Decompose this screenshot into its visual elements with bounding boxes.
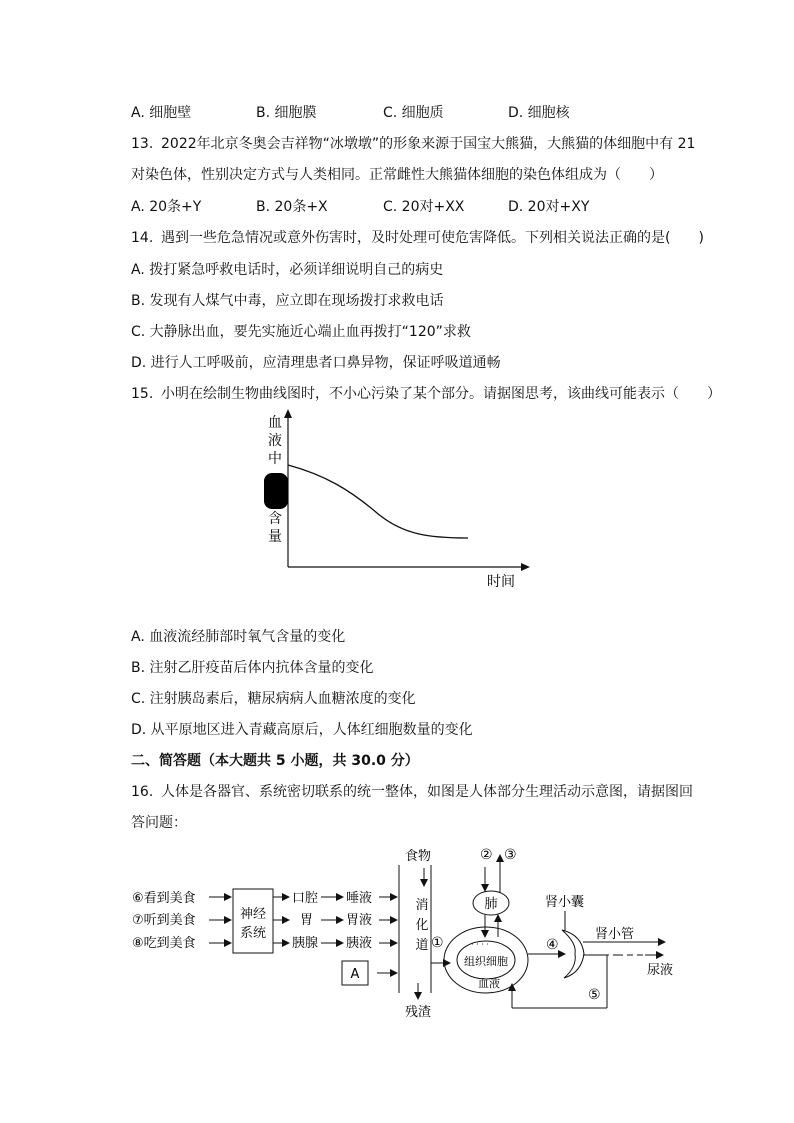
stimulus-see: ⑥看到美食 (132, 891, 196, 906)
label-circle-2: ② (480, 847, 493, 863)
section2-title: 二、简答题（本大题共 5 小题，共 30.0 分） (131, 753, 419, 769)
food-label: 食物 (404, 849, 432, 864)
q16-diagram (125, 843, 685, 1023)
q13-option-a: A. 20条+Y (131, 199, 202, 215)
q13-option-b: B. 20条+X (256, 199, 328, 215)
q12-option-b: B. 细胞膜 (256, 105, 317, 121)
q14-option-a: A. 拨打紧急呼救电话时，必须详细说明自己的病史 (131, 262, 444, 278)
organ-pancreas: 胰腺 (292, 936, 319, 951)
q15-option-d: D. 从平原地区进入青藏高原后，人体红细胞数量的变化 (131, 722, 473, 738)
ylabel-char-3: 中 (268, 451, 282, 467)
capsule-label: 肾小囊 (545, 895, 585, 910)
q16-stem-line1: 16. 人体是各器官、系统密切联系的统一整体，如图是人体部分生理活动示意图，请据图回 (131, 784, 693, 800)
q13-number: 13. (131, 136, 154, 152)
q14-number: 14. (131, 230, 154, 246)
nervous-system-label-2: 系统 (239, 926, 267, 941)
ylabel-char-1: 血 (268, 415, 282, 431)
blood-label: 血液 (478, 977, 500, 990)
q15-option-c: C. 注射胰岛素后，糖尿病病人血糖浓度的变化 (131, 691, 416, 707)
juice-pancreatic: 胰液 (346, 936, 373, 951)
lung-label: 肺 (484, 897, 498, 912)
capsule-shape (562, 930, 584, 978)
stimulus-hear: ⑦听到美食 (132, 913, 196, 928)
tissue-dots: · · · · (471, 940, 489, 949)
q13-option-d: D. 20对+XY (508, 199, 590, 215)
q15-option-b: B. 注射乙肝疫苗后体内抗体含量的变化 (131, 660, 374, 676)
stimulus-eat: ⑧吃到美食 (132, 936, 196, 951)
q14-option-b: B. 发现有人煤气中毒，应立即在现场拨打求救电话 (131, 293, 444, 309)
label-circle-5: ⑤ (588, 987, 601, 1003)
q16-stem-line2: 答问题： (131, 815, 187, 831)
q14-option-c: C. 大静脉出血，要先实施近心端止血再拨打“120”求救 (131, 324, 471, 340)
ylabel-char-5: 量 (268, 529, 282, 545)
q12-option-a: A. 细胞壁 (131, 105, 192, 121)
juice-gastric: 胃液 (346, 913, 373, 928)
label-circle-3: ③ (504, 847, 517, 863)
q13-option-c: C. 20对+XX (383, 199, 465, 215)
urine-label: 尿液 (647, 963, 674, 978)
y-axis-arrow (284, 409, 292, 418)
tract-label-3: 道 (415, 938, 429, 953)
ylabel-char-4: 含 (268, 511, 282, 527)
x-axis-arrow (521, 563, 530, 571)
q14-option-d: D. 进行人工呼吸前，应清理患者口鼻异物，保证呼吸道通畅 (131, 355, 501, 371)
organ-stomach: 胃 (300, 913, 314, 928)
q15-number: 15. (131, 386, 154, 402)
q15-stem: 15. 小明在绘制生物曲线图时，不小心污染了某个部分。请据图思考，该曲线可能表示（ ） (131, 386, 721, 402)
q12-option-c: C. 细胞质 (383, 105, 444, 121)
q14-stem: 14. 遇到一些危急情况或意外伤害时，及时处理可使危害降低。下列相关说法正确的是( ) (131, 230, 704, 246)
xlabel: 时间 (487, 574, 515, 590)
residue-label: 残渣 (404, 1005, 432, 1020)
ink-smudge (264, 473, 288, 509)
tract-label-1: 消 (415, 898, 429, 913)
label-circle-4: ④ (546, 937, 559, 953)
tract-label-2: 化 (415, 918, 429, 933)
q15-graph (255, 405, 535, 590)
juice-saliva: 唾液 (346, 891, 373, 906)
tubule-label: 肾小管 (595, 927, 635, 942)
q15-option-a: A. 血液流经肺部时氧气含量的变化 (131, 629, 346, 645)
box-a-label: A (350, 967, 360, 982)
curve (288, 465, 468, 538)
tissue-cell-label: 组织细胞 (464, 955, 508, 968)
nervous-system-label-1: 神经 (239, 907, 267, 922)
organ-mouth: 口腔 (292, 891, 319, 906)
q12-option-d: D. 细胞核 (508, 105, 570, 121)
q13-stem-line2: 对染色体，性别决定方式与人类相同。正常雌性大熊猫体细胞的染色体组成为（ ） (131, 167, 663, 183)
ylabel-char-2: 液 (268, 433, 282, 449)
label-circle-1: ① (431, 935, 444, 951)
q13-stem-line1: 13. 2022年北京冬奥会吉祥物“冰墩墩”的形象来源于国宝大熊猫，大熊猫的体细胞中有 21 (131, 136, 696, 152)
q16-number: 16. (131, 784, 154, 800)
